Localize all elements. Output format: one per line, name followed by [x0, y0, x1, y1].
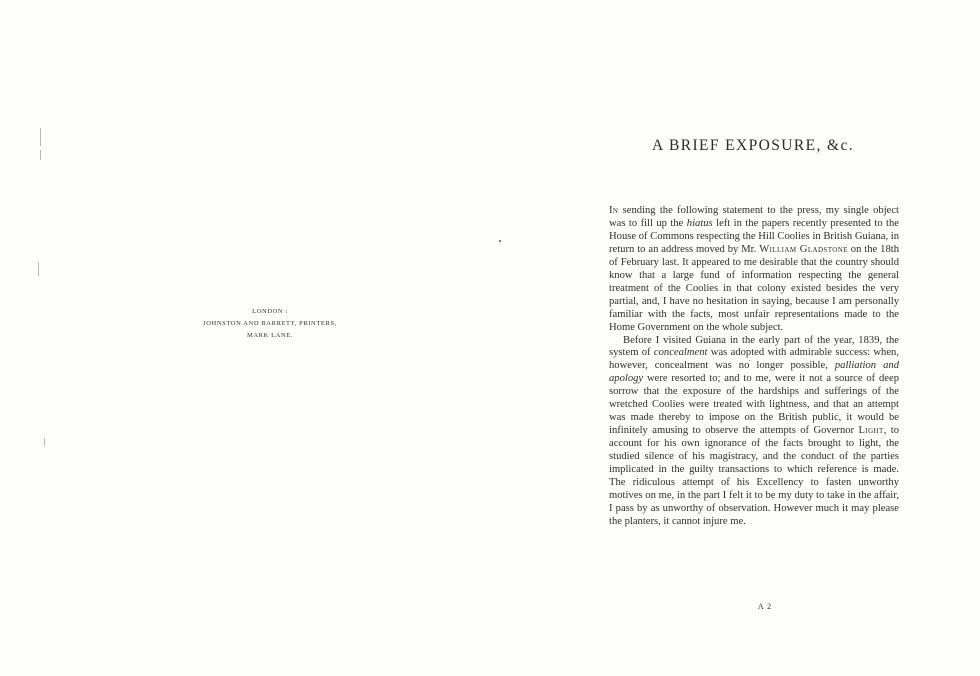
paragraph-1: [609, 205, 899, 335]
text-run: on the 18th of February last. It appeared to me desirable that the country should know that a large fund of information respecting the general treatment of the Coolies in that colony existed besides the very partial, and, I have no hesitation in saying, because I am personally familiar with the facts, most unfair representations made to the Home Government on the whole subject.: [609, 243, 900, 333]
text-run: was adopted with admirable success: when, however, concealment was no longer possible,: [609, 347, 899, 372]
imprint-city: LONDON :: [252, 308, 288, 315]
text-run: , to account for his own ignorance of the facts brought to light, the studied silence of his magistracy, and the conduct of the parties implicated in the guilty transactions to which reference is made. The ridiculous attempt of his Excellency to fasten unworthy motives on me, in the part I felt it to be my duty to take in the affair, I pass by as unworthy of observation. However much it may please the planters, it cannot injure me.: [609, 425, 899, 527]
drop-word: In: [609, 205, 619, 216]
italic-term: palliation and apology: [609, 360, 899, 385]
page-heading: A BRIEF EXPOSURE, &c.: [651, 137, 855, 154]
person-name: William Gladstone: [759, 243, 848, 255]
paragraph-2: [609, 335, 899, 529]
printer-imprint: [150, 306, 390, 342]
imprint-address: MARK LANE.: [246, 332, 294, 339]
text-run: were resorted to; and to me, were it not a source of deep sorrow that the exposure of the hardships and sufferings of the wretched Coolies were treated with lightness, and that an attempt was made thereby to impose on the British public, it would be infinitely amusing to observe the attempts of Governor: [609, 373, 899, 437]
body-text: [609, 205, 899, 529]
scan-dot: [499, 240, 501, 242]
scan-speck: [40, 150, 41, 160]
person-name: Light: [858, 425, 884, 437]
signature-mark: A 2: [757, 602, 773, 611]
scan-speck: [38, 262, 39, 276]
italic-term: concealment: [653, 347, 708, 359]
italic-term: hiatus: [686, 217, 713, 229]
text-run: left in the papers recently presented to the House of Commons respecting the Hill Coolies in British Guiana, in return to an address moved by Mr.: [609, 217, 899, 255]
imprint-printers: JOHNSTON AND BARRETT, PRINTERS,: [203, 320, 337, 327]
text-run: sending the following statement to the press, my single object was to fill up the: [609, 205, 899, 229]
text-run: Before I visited Guiana in the early part of the year, 1839, the system of: [609, 334, 899, 359]
scan-speck: [44, 438, 45, 446]
scan-speck: [40, 128, 41, 146]
